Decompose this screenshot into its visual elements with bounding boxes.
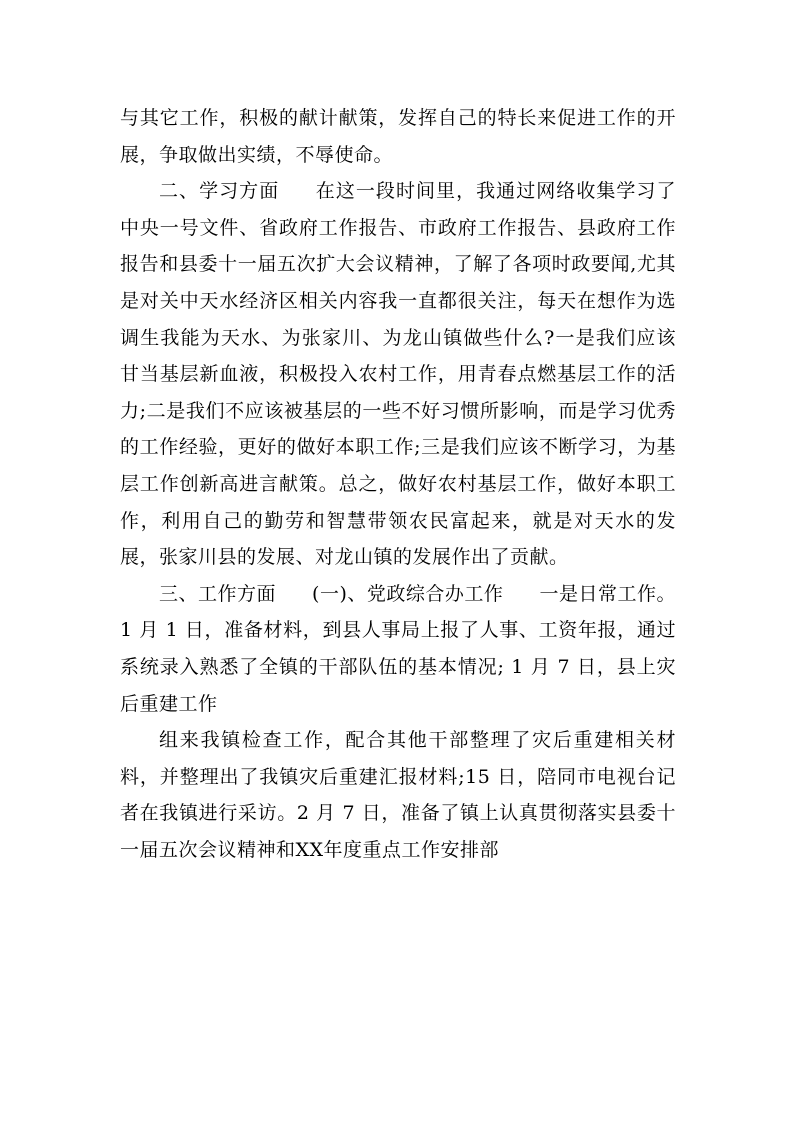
paragraph-text: 一是日常工作。1 月 1 日，准备材料，到县人事局上报了人事、工资年报，通过系统录入熟悉了全镇的干部队伍的基本情况; 1 月 7 日，县上灾后重建工作	[120, 582, 676, 715]
section-heading-study: 二、学习方面	[159, 180, 280, 203]
paragraph-work	[120, 576, 676, 722]
paragraph-text: 与其它工作，积极的献计献策，发挥自己的特长来促进工作的开展，争取做出实绩，不辱使命。	[120, 107, 676, 166]
subsection-heading-office: (一)、党政综合办工作	[312, 582, 504, 605]
section-heading-work: 三、工作方面	[159, 582, 277, 605]
paragraph-study	[120, 173, 676, 576]
paragraph-text: 组来我镇检查工作，配合其他干部整理了灾后重建相关材料，并整理出了我镇灾后重建汇报材料;15 日，陪同市电视台记者在我镇进行采访。2 月 7 日，准备了镇上认真贯彻落实县委十一届五次会议精神和XX年度重点工作安排部	[120, 729, 676, 861]
paragraph-continuation	[120, 100, 676, 173]
paragraph-text: 在这一段时间里，我通过网络收集学习了中央一号文件、省政府工作报告、市政府工作报告、县政府工作报告和县委十一届五次扩大会议精神，了解了各项时政要闻,尤其是对关中天水经济区相关内容我一直都很关注，每天在想作为选调生我能为天水、为张家川、为龙山镇做些什么?一是我们应该甘当基层新血液，积极投入农村工作，用青春点燃基层工作的活力;二是我们不应该被基层的一些不好习惯所影响，而是学习优秀的工作经验，更好的做好本职工作;三是我们应该不断学习，为基层工作创新高进言献策。总之，做好农村基层工作，做好本职工作，利用自己的勤劳和智慧带领农民富起来，就是对天水的发展，张家川县的发展、对龙山镇的发展作出了贡献。	[120, 180, 676, 569]
document-body	[120, 100, 676, 868]
paragraph-work-continued	[120, 722, 676, 868]
